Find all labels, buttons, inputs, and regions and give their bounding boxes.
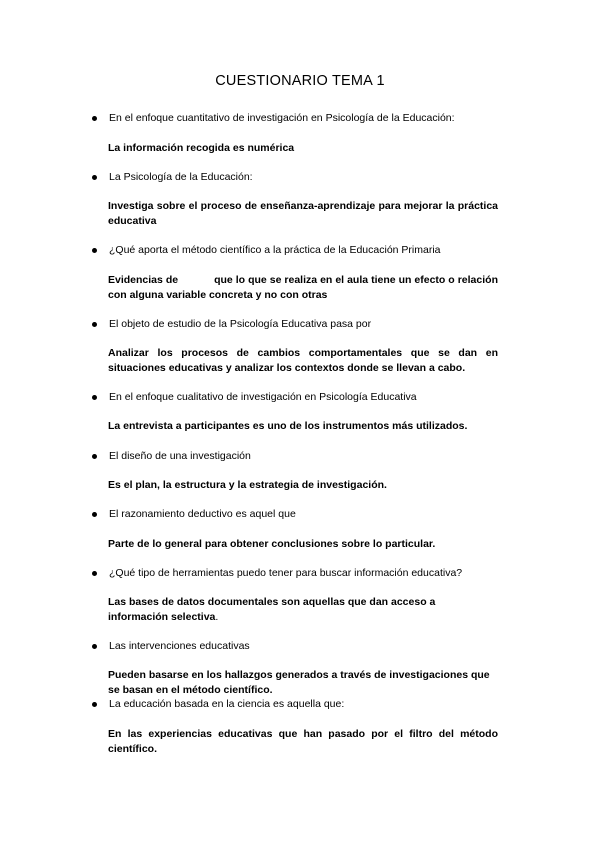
answer-text: Es el plan, la estructura y la estrategia de investigación. [108,479,387,491]
question-text: La educación basada en la ciencia es aquella que: [109,698,345,710]
answer-text-part: . [215,611,219,623]
bullet-icon [92,571,97,576]
answer-text [108,595,498,625]
answer-text: En las experiencias educativas que han pasado por el filtro del método científico. [108,728,498,755]
bullet-icon [92,512,97,517]
bullet-icon [92,702,97,707]
question-text: El diseño de una investigación [109,450,251,462]
bullet-icon [92,322,97,327]
answer-text: La información recogida es numérica [108,142,295,154]
answer-text-part: Evidencias de [108,274,179,286]
answer-text [108,273,498,303]
question-text: Las intervenciones educativas [109,640,250,652]
question-text: El objeto de estudio de la Psicología Educativa pasa por [109,318,372,330]
question-text: En el enfoque cualitativo de investigación en Psicología Educativa [109,391,417,403]
bullet-icon [92,454,97,459]
answer-text: Pueden basarse en los hallazgos generados a través de investigaciones que se basan en el método científico. [108,669,490,696]
bullet-icon [92,116,97,121]
question-text: En el enfoque cuantitativo de investigación en Psicología de la Educación: [109,112,455,124]
bullet-icon [92,644,97,649]
question-text: ¿Qué aporta el método científico a la práctica de la Educación Primaria [109,244,441,256]
bullet-icon [92,175,97,180]
page-title: CUESTIONARIO TEMA 1 [215,73,385,89]
answer-text-part: que lo que se realiza en el aula tiene un efecto o relación con alguna variable concreta y no con otras [108,274,498,301]
answer-text: Parte de lo general para obtener conclusiones sobre lo particular. [108,538,436,550]
answer-text-part: Las bases de datos documentales son aquellas que dan acceso a información selectiva [108,596,436,623]
bullet-icon [92,395,97,400]
bullet-icon [92,248,97,253]
answer-text: La entrevista a participantes es uno de los instrumentos más utilizados. [108,420,468,432]
question-text: El razonamiento deductivo es aquel que [109,508,296,520]
answer-text: Analizar los procesos de cambios comportamentales que se dan en situaciones educativas y analizar los contextos donde se llevan a cabo. [108,347,498,374]
question-text: ¿Qué tipo de herramientas puedo tener para buscar información educativa? [109,567,463,579]
question-text: La Psicología de la Educación: [109,171,253,183]
answer-text: Investiga sobre el proceso de enseñanza-aprendizaje para mejorar la práctica educativa [108,200,498,227]
